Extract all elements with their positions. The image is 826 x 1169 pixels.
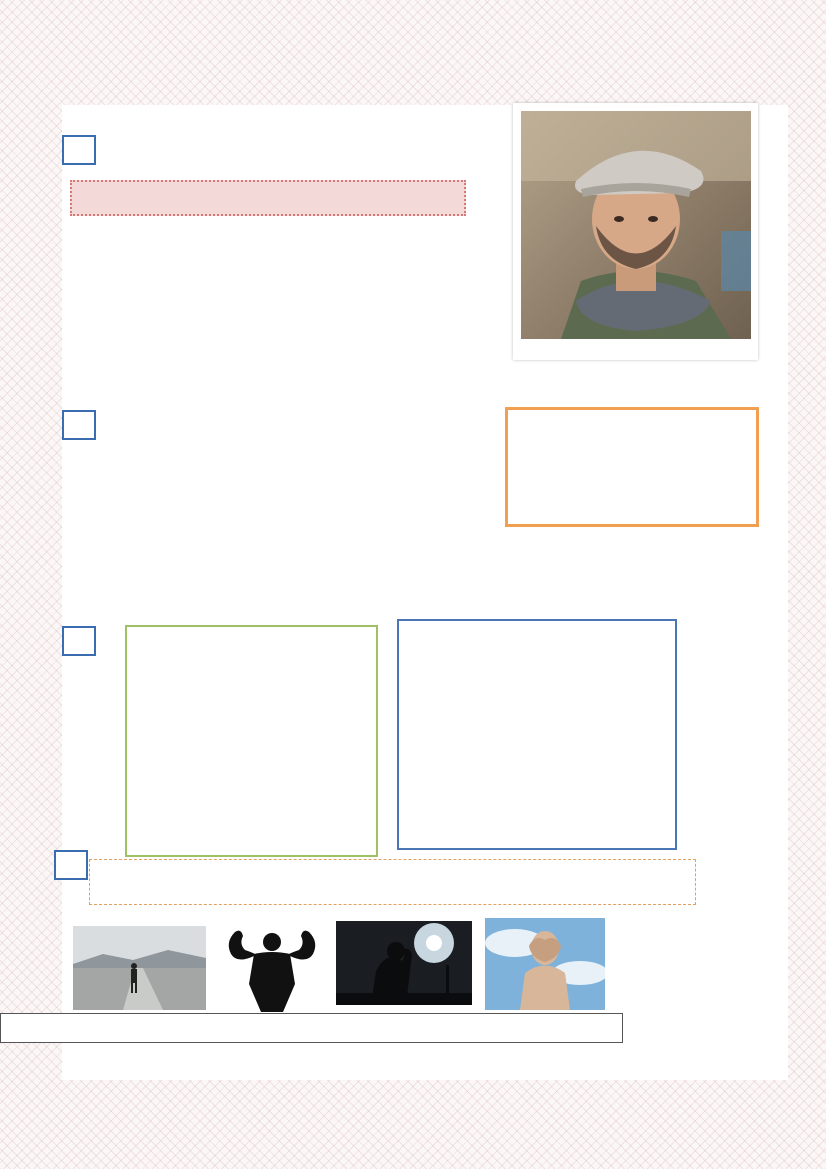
heart-border-right xyxy=(790,84,810,1084)
section-label-c xyxy=(62,626,96,656)
list-item xyxy=(137,725,163,741)
list-item xyxy=(409,759,447,775)
picture-strength xyxy=(219,924,326,1012)
artist-photo-frame xyxy=(513,103,758,360)
heart-border-left xyxy=(40,84,60,1084)
list-item xyxy=(137,819,163,835)
list-item xyxy=(137,694,163,710)
picture-regret xyxy=(485,918,605,1010)
list-item xyxy=(409,661,447,677)
answer-row xyxy=(0,1013,623,1043)
list-item xyxy=(409,694,447,710)
match-left-box xyxy=(125,625,378,857)
list-item xyxy=(409,628,447,644)
word-bank xyxy=(70,180,466,216)
list-item xyxy=(137,633,163,649)
list-item xyxy=(409,726,447,742)
section-label-b xyxy=(62,410,96,440)
list-item xyxy=(137,756,163,772)
picture-repent xyxy=(336,921,472,1005)
instructions-box xyxy=(505,407,759,527)
list-item xyxy=(137,664,163,680)
list-item xyxy=(409,824,447,840)
section-label-d xyxy=(54,850,88,880)
heart-border-bottom xyxy=(0,1080,826,1110)
section-label-a xyxy=(62,135,96,165)
picture-walk-away xyxy=(73,926,206,1010)
match-right-box xyxy=(397,619,677,850)
list-item xyxy=(409,792,447,808)
list-item xyxy=(137,786,163,802)
artist-photo xyxy=(521,111,751,339)
task-d-instruction xyxy=(89,859,696,905)
